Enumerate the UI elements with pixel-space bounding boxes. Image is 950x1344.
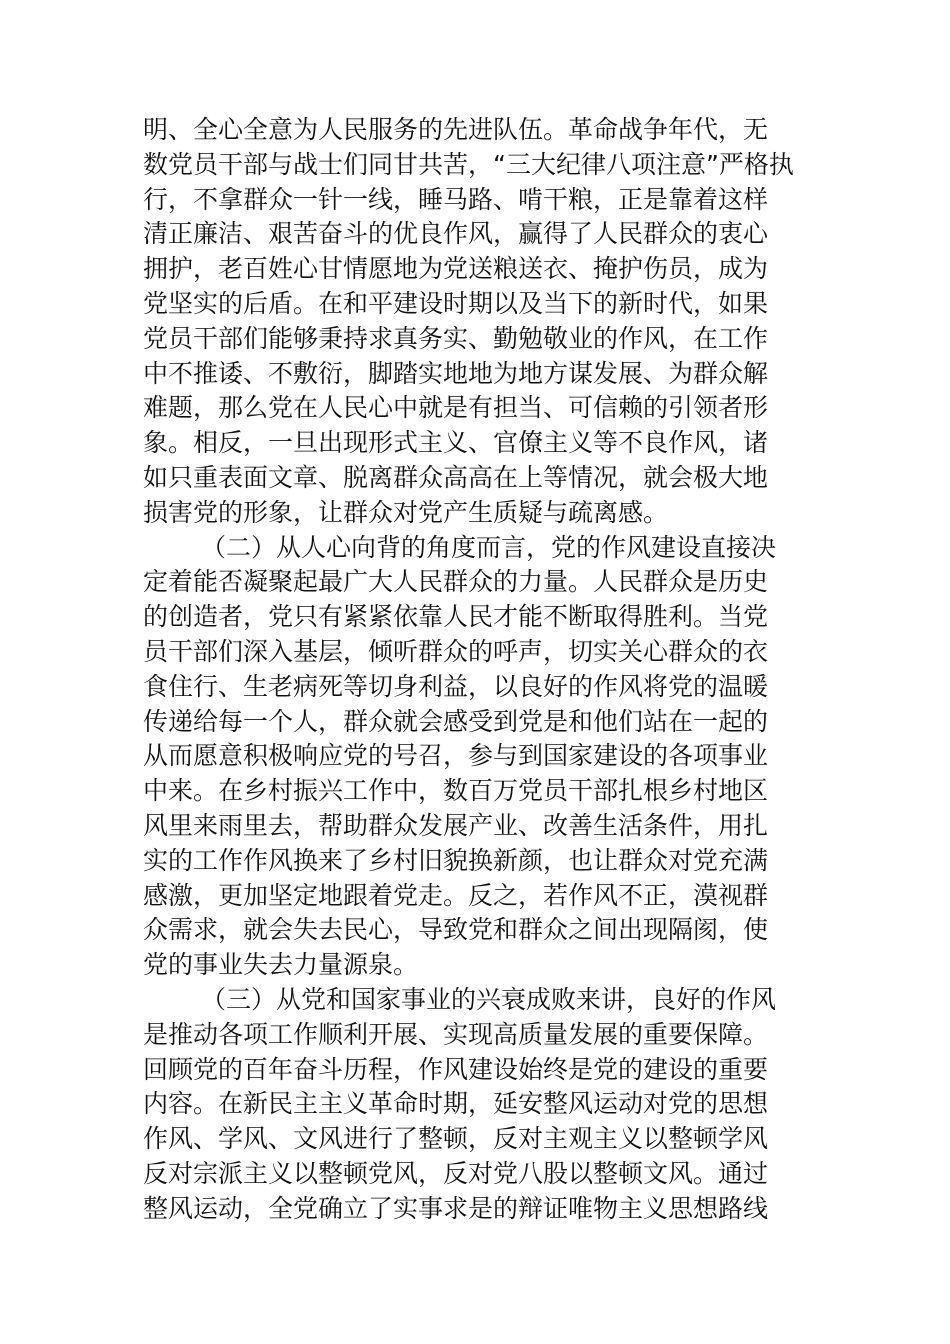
- paragraph-start-line: （三）从党和国家事业的兴衰成败来讲，良好的作风: [201, 984, 777, 1014]
- text-line: 行，不拿群众一针一线，睡马路、啃干粮，正是靠着这样: [143, 184, 769, 214]
- text-line: 象。相反，一旦出现形式主义、官僚主义等不良作风，诸: [143, 428, 769, 458]
- text-line: 从而愿意积极响应党的号召，参与到国家建设的各项事业: [143, 741, 769, 771]
- text-line: 整风运动，全党确立了实事求是的辩证唯物主义思想路线: [143, 1193, 769, 1223]
- paragraph-start-line: （二）从人心向背的角度而言，党的作风建设直接决: [201, 532, 777, 562]
- text-line: 众需求，就会失去民心，导致党和群众之间出现隔阂，使: [143, 915, 769, 945]
- text-line: 的创造者，党只有紧紧依靠人民才能不断取得胜利。当党: [143, 602, 769, 632]
- text-line: 食住行、生老病死等切身利益，以良好的作风将党的温暖: [143, 671, 769, 701]
- text-line: 数党员干部与战士们同甘共苦，“三大纪律八项注意”严格执: [143, 149, 794, 179]
- text-line: 损害党的形象，让群众对党产生质疑与疏离感。: [143, 497, 669, 527]
- text-line: 党的事业失去力量源泉。: [143, 950, 419, 980]
- text-line: 难题，那么党在人民心中就是有担当、可信赖的引领者形: [143, 393, 769, 423]
- text-line: 如只重表面文章、脱离群众高高在上等情况，就会极大地: [143, 462, 769, 492]
- text-line: 清正廉洁、艰苦奋斗的优良作风，赢得了人民群众的衷心: [143, 219, 769, 249]
- text-line: 员干部们深入基层，倾听群众的呼声，切实关心群众的衣: [143, 636, 769, 666]
- text-line: 中来。在乡村振兴工作中，数百万党员干部扎根乡村地区: [143, 776, 769, 806]
- text-line: 反对宗派主义以整顿党风，反对党八股以整顿文风。通过: [143, 1158, 769, 1188]
- text-line: 中不推诿、不敷衍，脚踏实地地为地方谋发展、为群众解: [143, 358, 769, 388]
- text-line: 感激，更加坚定地跟着党走。反之，若作风不正，漠视群: [143, 880, 769, 910]
- body-text: [143, 113, 808, 1227]
- text-line: 定着能否凝聚起最广大人民群众的力量。人民群众是历史: [143, 567, 769, 597]
- text-line: 实的工作作风换来了乡村旧貌换新颜，也让群众对党充满: [143, 845, 769, 875]
- text-line: 回顾党的百年奋斗历程，作风建设始终是党的建设的重要: [143, 1054, 769, 1084]
- text-line: 明、全心全意为人民服务的先进队伍。革命战争年代，无: [143, 115, 769, 144]
- text-line: 传递给每一个人，群众就会感受到党是和他们站在一起的: [143, 706, 769, 736]
- text-line: 拥护，老百姓心甘情愿地为党送粮送衣、掩护伤员，成为: [143, 254, 769, 284]
- text-line: 风里来雨里去，帮助群众发展产业、改善生活条件，用扎: [143, 810, 769, 840]
- text-line: 内容。在新民主主义革命时期，延安整风运动对党的思想: [143, 1089, 769, 1119]
- text-line: 是推动各项工作顺利开展、实现高质量发展的重要保障。: [143, 1019, 769, 1049]
- text-line: 作风、学风、文风进行了整顿，反对主观主义以整顿学风: [143, 1124, 769, 1154]
- text-line: 党坚实的后盾。在和平建设时期以及当下的新时代，如果: [143, 288, 769, 318]
- text-line: 党员干部们能够秉持求真务实、勤勉敬业的作风，在工作: [143, 323, 769, 353]
